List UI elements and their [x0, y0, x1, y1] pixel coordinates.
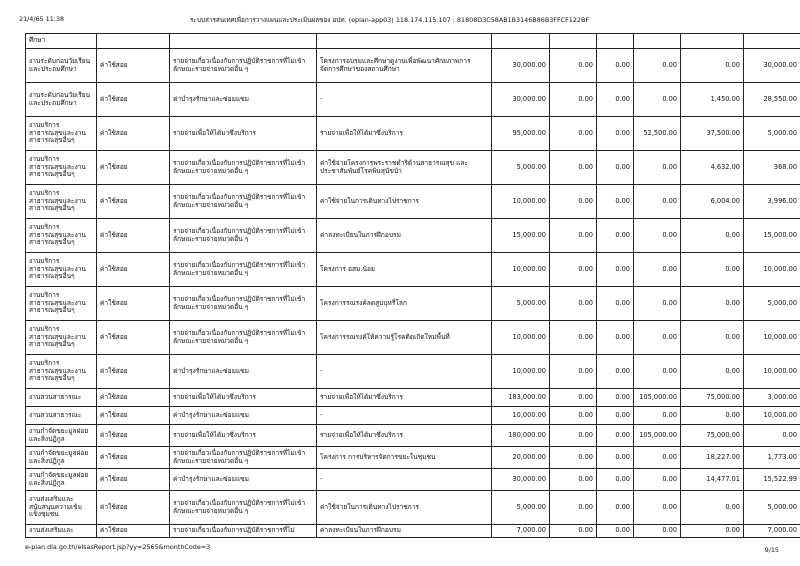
table-cell-v2: 0.00 — [550, 525, 597, 538]
table-cell-v5: 75,000.00 — [681, 389, 744, 407]
table-cell-c3: รายจ่ายเพื่อให้ได้มาซึ่งบริการ — [170, 389, 317, 407]
table-cell-c2: ค่าใช้สอย — [97, 447, 170, 469]
table-row — [26, 287, 800, 321]
table-cell-v6: 0.00 — [744, 425, 800, 447]
table-cell-c1: งานบริการสาธารณสุขและงานสาธารณสุขอื่นๆ — [26, 151, 97, 185]
table-cell-c4 — [317, 34, 492, 49]
table-row — [26, 34, 800, 49]
table-cell-c4: โครงการ อสม.น้อย — [317, 253, 492, 287]
table-cell-v2: 0.00 — [550, 321, 597, 355]
table-cell-v4: 0.00 — [634, 253, 681, 287]
table-cell-v1 — [492, 34, 550, 49]
table-cell-c4: ค่าใช้จ่ายในการเดินทางไปราชการ — [317, 491, 492, 525]
table-row — [26, 469, 800, 491]
table-row — [26, 425, 800, 447]
table-cell-v6: 5,000.00 — [744, 117, 800, 151]
table-cell-v6: 30,000.00 — [744, 49, 800, 83]
table-cell-v3 — [597, 34, 634, 49]
table-cell-c4: โครงการรณรงค์ลดสูบบุหรี่โลก — [317, 287, 492, 321]
table-cell-c3: ค่าบำรุงรักษาและซ่อมแซม — [170, 83, 317, 117]
table-cell-v5: 0.00 — [681, 49, 744, 83]
table-cell-v3: 0.00 — [597, 389, 634, 407]
table-cell-c3: รายจ่ายเกี่ยวเนื่องกับการปฏิบัติราชการที่ไม่เข้าลักษณะรายจ่ายหมวดอื่น ๆ — [170, 185, 317, 219]
table-cell-c1: งานระดับก่อนวัยเรียนและประถมศึกษา — [26, 49, 97, 83]
table-cell-v2: 0.00 — [550, 491, 597, 525]
table-cell-v1: 5,000.00 — [492, 151, 550, 185]
table-cell-v4: 0.00 — [634, 287, 681, 321]
table-cell-c4: รายจ่ายเพื่อให้ได้มาซึ่งบริการ — [317, 389, 492, 407]
table-cell-v5: 0.00 — [681, 253, 744, 287]
page-url: e-plan.dla.go.th/elsasReport.jsp?yy=2565&monthCode=3 — [25, 543, 211, 551]
table-cell-v6: 28,550.00 — [744, 83, 800, 117]
table-cell-c2: ค่าใช้สอย — [97, 185, 170, 219]
table-cell-v4: 0.00 — [634, 525, 681, 538]
table-cell-c2: ค่าใช้สอย — [97, 219, 170, 253]
table-cell-c2: ค่าใช้สอย — [97, 425, 170, 447]
table-cell-v3: 0.00 — [597, 151, 634, 185]
table-cell-v4: 0.00 — [634, 83, 681, 117]
table-cell-v5: 4,632.00 — [681, 151, 744, 185]
table-cell-c2: ค่าใช้สอย — [97, 253, 170, 287]
table-cell-c1: งานบริการสาธารณสุขและงานสาธารณสุขอื่นๆ — [26, 117, 97, 151]
table-cell-c3: รายจ่ายเกี่ยวเนื่องกับการปฏิบัติราชการที่ไม่เข้าลักษณะรายจ่ายหมวดอื่น ๆ — [170, 253, 317, 287]
table-cell-v1: 30,000.00 — [492, 469, 550, 491]
table-row — [26, 219, 800, 253]
table-cell-c4: โครงการ การบริหารจัดการขยะในชุมชน — [317, 447, 492, 469]
table-cell-v6: 7,000.00 — [744, 525, 800, 538]
table-cell-v2: 0.00 — [550, 469, 597, 491]
table-cell-v4: 0.00 — [634, 49, 681, 83]
table-cell-c3: ค่าบำรุงรักษาและซ่อมแซม — [170, 469, 317, 491]
table-cell-v5 — [681, 34, 744, 49]
table-cell-c3 — [170, 34, 317, 49]
table-cell-v3: 0.00 — [597, 469, 634, 491]
table-cell-c2: ค่าใช้สอย — [97, 469, 170, 491]
table-cell-c3: รายจ่ายเพื่อให้ได้มาซึ่งบริการ — [170, 425, 317, 447]
table-cell-v4: 105,000.00 — [634, 425, 681, 447]
table-row — [26, 447, 800, 469]
table-cell-c4: รายจ่ายเพื่อให้ได้มาซึ่งบริการ — [317, 425, 492, 447]
table-cell-v1: 10,000.00 — [492, 355, 550, 389]
table-cell-c3: รายจ่ายเกี่ยวเนื่องกับการปฏิบัติราชการที่ไม่เข้าลักษณะรายจ่ายหมวดอื่น ๆ — [170, 491, 317, 525]
table-cell-c3: รายจ่ายเกี่ยวเนื่องกับการปฏิบัติราชการที่ไม่เข้าลักษณะรายจ่ายหมวดอื่น ๆ — [170, 321, 317, 355]
table-cell-v5: 0.00 — [681, 219, 744, 253]
table-cell-v4: 0.00 — [634, 185, 681, 219]
table-cell-c4: รายจ่ายเพื่อให้ได้มาซึ่งบริการ — [317, 117, 492, 151]
table-cell-v5: 37,500.00 — [681, 117, 744, 151]
page-number: 9/15 — [764, 546, 779, 554]
table-cell-c2 — [97, 34, 170, 49]
table-cell-v3: 0.00 — [597, 83, 634, 117]
table-cell-c1: งานบริการสาธารณสุขและงานสาธารณสุขอื่นๆ — [26, 253, 97, 287]
table-cell-c1: งานบริการสาธารณสุขและงานสาธารณสุขอื่นๆ — [26, 185, 97, 219]
table-cell-v3: 0.00 — [597, 321, 634, 355]
table-cell-v5: 75,000.00 — [681, 425, 744, 447]
table-cell-c3: รายจ่ายเกี่ยวเนื่องกับการปฏิบัติราชการที่ไม่เข้าลักษณะรายจ่ายหมวดอื่น ๆ — [170, 287, 317, 321]
table-cell-v4: 0.00 — [634, 219, 681, 253]
table-row — [26, 117, 800, 151]
table-cell-v4 — [634, 34, 681, 49]
table-cell-v3: 0.00 — [597, 447, 634, 469]
table-cell-v2: 0.00 — [550, 219, 597, 253]
table-cell-c1: งานบริการสาธารณสุขและงานสาธารณสุขอื่นๆ — [26, 355, 97, 389]
report-footer — [0, 543, 800, 563]
table-cell-v2: 0.00 — [550, 407, 597, 425]
table-cell-v5: 18,227.00 — [681, 447, 744, 469]
table-cell-c3: รายจ่ายเกี่ยวเนื่องกับการปฏิบัติราชการที่ไม่เข้าลักษณะรายจ่ายหมวดอื่น ๆ — [170, 49, 317, 83]
table-cell-c4: ค่าใช้จ่ายในการเดินทางไปราชการ — [317, 185, 492, 219]
table-cell-v1: 5,000.00 — [492, 287, 550, 321]
table-cell-v2: 0.00 — [550, 117, 597, 151]
table-cell-v1: 10,000.00 — [492, 321, 550, 355]
table-row — [26, 185, 800, 219]
table-row — [26, 525, 800, 538]
table-cell-c2: ค่าใช้สอย — [97, 117, 170, 151]
table-cell-v1: 10,000.00 — [492, 253, 550, 287]
table-cell-v3: 0.00 — [597, 117, 634, 151]
table-cell-v1: 180,000.00 — [492, 425, 550, 447]
table-cell-v5: 0.00 — [681, 287, 744, 321]
table-row — [26, 491, 800, 525]
table-cell-v4: 0.00 — [634, 355, 681, 389]
table-cell-v6: 10,000.00 — [744, 355, 800, 389]
table-cell-v3: 0.00 — [597, 425, 634, 447]
table-cell-v3: 0.00 — [597, 49, 634, 83]
table-cell-v5: 1,450.00 — [681, 83, 744, 117]
table-cell-v2: 0.00 — [550, 49, 597, 83]
report-title: ระบบสารสนเทศเพื่อการวางแผนและประเมินผลของ อปท. (eplan-app03) 118.174.115.107 : 81808D3C58AB1B3146B86B3FFCF122BF — [190, 16, 590, 24]
table-cell-c1: งานระดับก่อนวัยเรียนและประถมศึกษา — [26, 83, 97, 117]
table-cell-c3: ค่าบำรุงรักษาและซ่อมแซม — [170, 355, 317, 389]
table-cell-c4: - — [317, 407, 492, 425]
table-cell-v4: 52,500.00 — [634, 117, 681, 151]
table-cell-v6: 5,000.00 — [744, 491, 800, 525]
table-cell-c2: ค่าใช้สอย — [97, 355, 170, 389]
table-cell-c3: รายจ่ายเกี่ยวเนื่องกับการปฏิบัติราชการที่ไม่ — [170, 525, 317, 538]
table-row — [26, 389, 800, 407]
table-cell-v1: 20,000.00 — [492, 447, 550, 469]
table-row — [26, 407, 800, 425]
table-cell-c4: - — [317, 355, 492, 389]
table-row — [26, 253, 800, 287]
table-cell-c1: งานสวนสาธารณะ — [26, 389, 97, 407]
table-cell-v6: 15,522.99 — [744, 469, 800, 491]
table-cell-c1: งานบริการสาธารณสุขและงานสาธารณสุขอื่นๆ — [26, 321, 97, 355]
table-cell-v3: 0.00 — [597, 525, 634, 538]
table-cell-c3: รายจ่ายเกี่ยวเนื่องกับการปฏิบัติราชการที่ไม่เข้าลักษณะรายจ่ายหมวดอื่น ๆ — [170, 447, 317, 469]
table-cell-v4: 105,000.00 — [634, 389, 681, 407]
table-cell-v6: 15,000.00 — [744, 219, 800, 253]
budget-table — [25, 33, 800, 538]
table-cell-v1: 10,000.00 — [492, 407, 550, 425]
table-cell-c2: ค่าใช้สอย — [97, 525, 170, 538]
table-cell-v2: 0.00 — [550, 355, 597, 389]
table-cell-v2: 0.00 — [550, 425, 597, 447]
table-cell-v6: 368.00 — [744, 151, 800, 185]
table-cell-c2: ค่าใช้สอย — [97, 321, 170, 355]
table-cell-v1: 30,000.00 — [492, 83, 550, 117]
table-row — [26, 49, 800, 83]
table-cell-c1: งานกำจัดขยะมูลฝอยและสิ่งปฏิกูล — [26, 447, 97, 469]
table-cell-c2: ค่าใช้สอย — [97, 407, 170, 425]
table-cell-v3: 0.00 — [597, 355, 634, 389]
table-cell-c1: งานส่งเสริมและ — [26, 525, 97, 538]
table-cell-v2: 0.00 — [550, 447, 597, 469]
table-cell-c3: รายจ่ายเพื่อให้ได้มาซึ่งบริการ — [170, 117, 317, 151]
table-cell-c1: งานบริการสาธารณสุขและงานสาธารณสุขอื่นๆ — [26, 219, 97, 253]
table-row — [26, 151, 800, 185]
table-cell-v5: 0.00 — [681, 491, 744, 525]
table-cell-v6: 10,000.00 — [744, 407, 800, 425]
table-cell-v5: 0.00 — [681, 355, 744, 389]
table-cell-c3: รายจ่ายเกี่ยวเนื่องกับการปฏิบัติราชการที่ไม่เข้าลักษณะรายจ่ายหมวดอื่น ๆ — [170, 219, 317, 253]
table-cell-c1: งานกำจัดขยะมูลฝอยและสิ่งปฏิกูล — [26, 425, 97, 447]
table-cell-c4: - — [317, 469, 492, 491]
table-cell-v6: 1,773.00 — [744, 447, 800, 469]
table-cell-c2: ค่าใช้สอย — [97, 151, 170, 185]
table-cell-c3: รายจ่ายเกี่ยวเนื่องกับการปฏิบัติราชการที่ไม่เข้าลักษณะรายจ่ายหมวดอื่น ๆ — [170, 151, 317, 185]
table-cell-v2: 0.00 — [550, 389, 597, 407]
table-cell-v3: 0.00 — [597, 491, 634, 525]
table-cell-v1: 95,000.00 — [492, 117, 550, 151]
table-cell-v4: 0.00 — [634, 469, 681, 491]
table-cell-v6: 10,000.00 — [744, 321, 800, 355]
table-cell-v1: 15,000.00 — [492, 219, 550, 253]
table-cell-v6: 3,000.00 — [744, 389, 800, 407]
table-row — [26, 321, 800, 355]
table-cell-v1: 10,000.00 — [492, 185, 550, 219]
table-cell-v4: 0.00 — [634, 491, 681, 525]
table-cell-v2 — [550, 34, 597, 49]
table-cell-c2: ค่าใช้สอย — [97, 49, 170, 83]
table-cell-v2: 0.00 — [550, 185, 597, 219]
table-cell-c4: ค่าลงทะเบียนในการฝึกอบรม — [317, 525, 492, 538]
table-cell-v6 — [744, 34, 800, 49]
table-cell-v5: 0.00 — [681, 321, 744, 355]
table-cell-v6: 3,996.00 — [744, 185, 800, 219]
table-cell-v1: 183,000.00 — [492, 389, 550, 407]
table-cell-v3: 0.00 — [597, 219, 634, 253]
table-cell-v1: 30,000.00 — [492, 49, 550, 83]
report-header — [0, 13, 800, 27]
print-datetime: 21/4/65 11:38 — [19, 15, 65, 23]
table-cell-v3: 0.00 — [597, 287, 634, 321]
table-cell-c1: งานบริการสาธารณสุขและงานสาธารณสุขอื่นๆ — [26, 287, 97, 321]
table-cell-c4: โครงการอบรมและศึกษาดูงานเพื่อพัฒนาศักยภาพการจัดการศึกษาของสถานศึกษา — [317, 49, 492, 83]
table-cell-c2: ค่าใช้สอย — [97, 389, 170, 407]
table-cell-c4: - — [317, 83, 492, 117]
table-cell-v2: 0.00 — [550, 287, 597, 321]
table-cell-v2: 0.00 — [550, 151, 597, 185]
table-cell-v1: 5,000.00 — [492, 491, 550, 525]
table-cell-v6: 5,000.00 — [744, 287, 800, 321]
table-cell-c4: ค่าใช้จ่ายโครงการพระราชดำริด้านสาธารณสุข และประชาสัมพันธ์โรคพิษสุนัขบ้า — [317, 151, 492, 185]
table-cell-c2: ค่าใช้สอย — [97, 83, 170, 117]
table-cell-v5: 0.00 — [681, 407, 744, 425]
table-cell-v4: 0.00 — [634, 407, 681, 425]
table-cell-c1: งานส่งเสริมและสนับสนุนความเข้มแข็งชุมชน — [26, 491, 97, 525]
table-cell-c1: งานสวนสาธารณะ — [26, 407, 97, 425]
table-cell-v1: 7,000.00 — [492, 525, 550, 538]
table-row — [26, 355, 800, 389]
table-cell-v2: 0.00 — [550, 253, 597, 287]
table-cell-c2: ค่าใช้สอย — [97, 287, 170, 321]
table-cell-c4: โครงการรณรงค์ให้ความรู้โรคติดเกิดใหม่พื้นที่ — [317, 321, 492, 355]
table-cell-v4: 0.00 — [634, 151, 681, 185]
table-cell-v4: 0.00 — [634, 447, 681, 469]
table-row — [26, 83, 800, 117]
table-cell-v3: 0.00 — [597, 253, 634, 287]
table-cell-v3: 0.00 — [597, 407, 634, 425]
table-cell-v4: 0.00 — [634, 321, 681, 355]
table-cell-c4: ค่าลงทะเบียนในการฝึกอบรม — [317, 219, 492, 253]
table-cell-v5: 0.00 — [681, 525, 744, 538]
table-cell-v5: 6,004.00 — [681, 185, 744, 219]
table-cell-v6: 10,000.00 — [744, 253, 800, 287]
table-cell-c1: งานกำจัดขยะมูลฝอยและสิ่งปฏิกูล — [26, 469, 97, 491]
table-cell-c1: ศึกษา — [26, 34, 97, 49]
table-cell-v2: 0.00 — [550, 83, 597, 117]
table-cell-c2: ค่าใช้สอย — [97, 491, 170, 525]
table-cell-v3: 0.00 — [597, 185, 634, 219]
table-cell-c3: ค่าบำรุงรักษาและซ่อมแซม — [170, 407, 317, 425]
table-cell-v5: 14,477.01 — [681, 469, 744, 491]
